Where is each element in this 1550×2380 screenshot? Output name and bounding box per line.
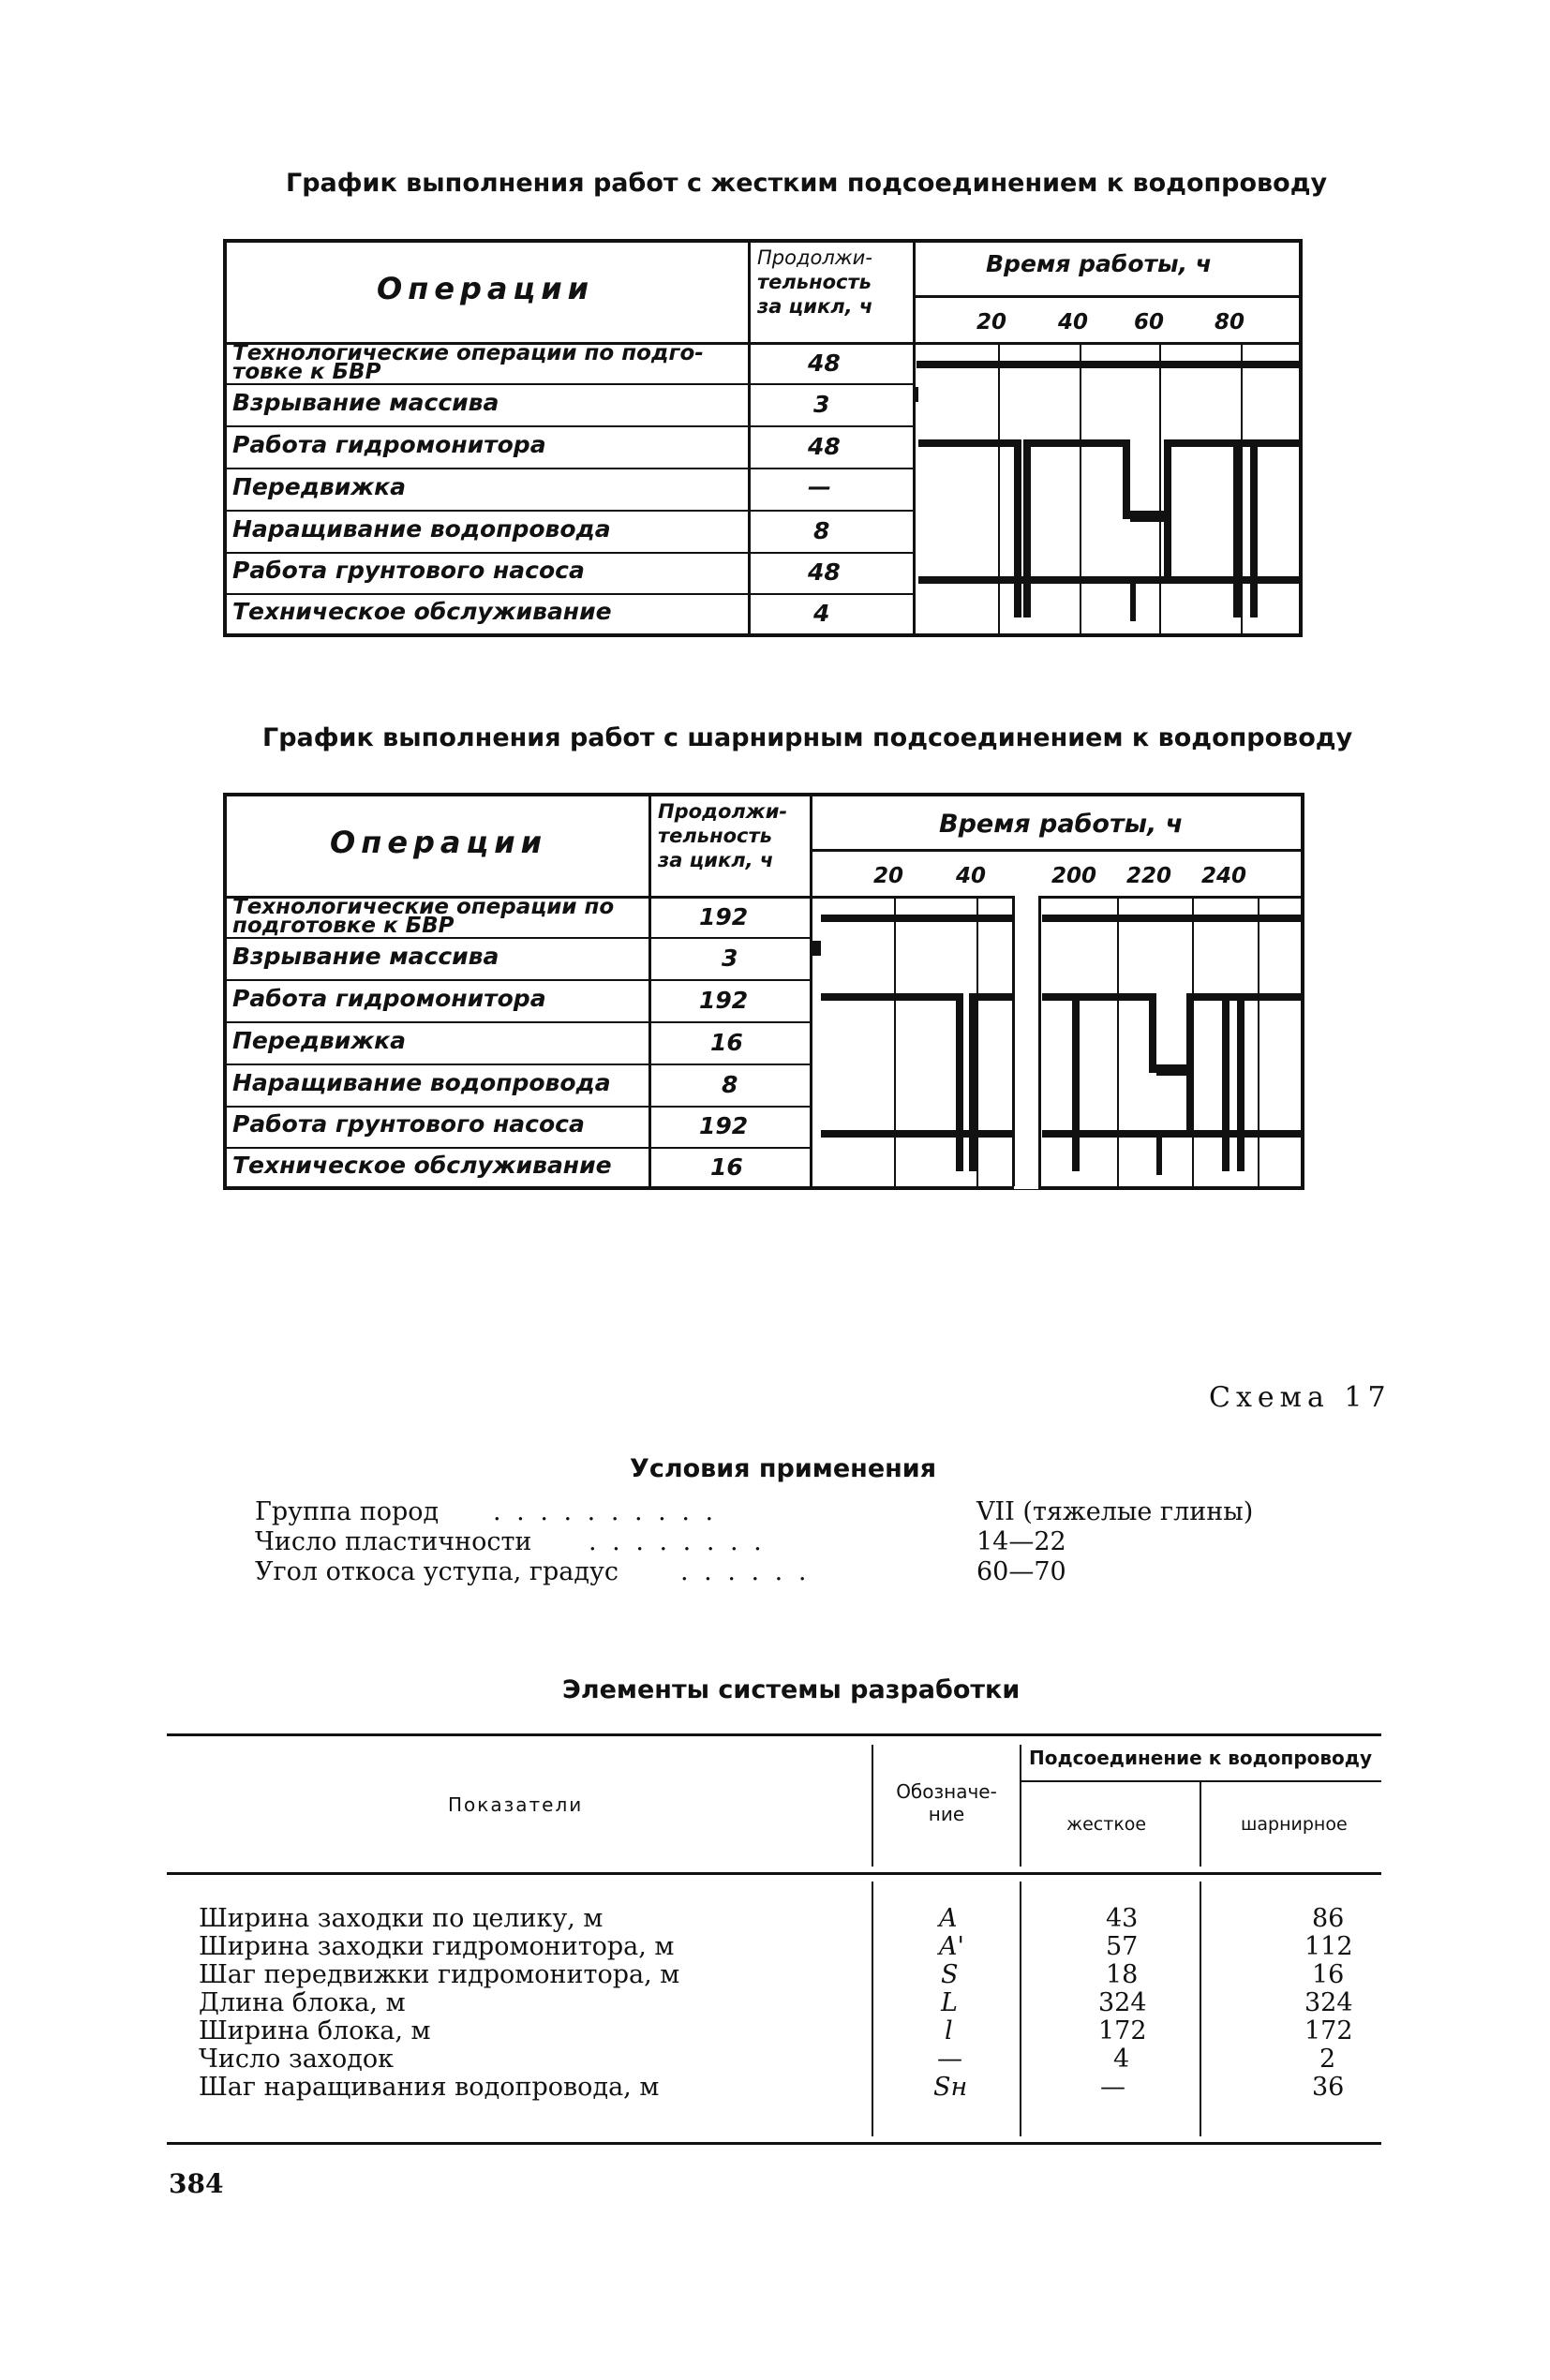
- chart1-tick-20: 20: [976, 310, 1007, 335]
- chart2-col-time: Время работы, ч: [939, 810, 1184, 839]
- chart1-row-dur: 8: [813, 517, 830, 544]
- gantt-bar: [1186, 993, 1194, 1138]
- chart2-col-duration-1: Продолжи-: [658, 800, 788, 823]
- gantt-bar: [1194, 1130, 1301, 1138]
- table-row: [199, 2016, 1379, 2046]
- row-symbol: A': [939, 1932, 964, 1961]
- gantt-bar: [1222, 993, 1230, 1171]
- chart2-row-op: Наращивание водопровода: [232, 1069, 611, 1096]
- row-symbol: —: [937, 2045, 962, 2074]
- page-number: 384: [169, 2168, 224, 2199]
- elements-table: [167, 1733, 1381, 2146]
- gantt-bar: [821, 1130, 1012, 1138]
- chart1-col-time: Время работы, ч: [986, 250, 1212, 277]
- row-name: Шаг передвижки гидромонитора, м: [199, 1960, 680, 1989]
- gantt-bar: [1156, 1130, 1162, 1175]
- gantt-bar: [956, 993, 963, 1171]
- chart2-tick-220: 220: [1126, 864, 1172, 888]
- row-rigid: 43: [1106, 1904, 1139, 1933]
- gantt-bar: [1149, 993, 1156, 1073]
- chart2-row-dur: 16: [710, 1029, 743, 1056]
- chart1-col-duration-2: тельность: [757, 271, 872, 293]
- condition-row: [255, 1557, 1286, 1591]
- chart2-row-dur: 3: [722, 945, 738, 972]
- chart2-col-duration-2: тельность: [658, 825, 772, 847]
- chart1-row-op: Передвижка: [232, 473, 406, 500]
- chart1-row-op: Техническое обслуживание: [232, 598, 612, 625]
- chart2-tick-200: 200: [1051, 864, 1097, 888]
- condition-row: [255, 1497, 1286, 1531]
- condition-label: Число пластичности: [255, 1527, 532, 1556]
- chart1-col-duration-3: за цикл, ч: [757, 295, 873, 318]
- chart1-col-operations: Операции: [377, 271, 595, 306]
- gantt-bar: [1233, 439, 1241, 617]
- row-rigid: 4: [1113, 2045, 1130, 2074]
- chart2-title: График выполнения работ с шарнирным подсоединением к водопроводу: [262, 723, 1353, 752]
- chart1-tick-80: 80: [1215, 310, 1245, 335]
- chart1-row-op: Работа грунтового насоса: [232, 557, 585, 584]
- table-row: [199, 2045, 1379, 2075]
- chart1-row-dur: 4: [813, 600, 830, 627]
- row-hinged: 112: [1304, 1932, 1353, 1961]
- chart2-table: [223, 793, 1304, 1190]
- gantt-bar: [913, 387, 918, 402]
- table-row: [199, 2073, 1379, 2103]
- gantt-bar: [1042, 915, 1301, 922]
- chart1-row-dur: —: [808, 473, 831, 500]
- chart2-row-op: Передвижка: [232, 1027, 406, 1054]
- gantt-bar: [1130, 576, 1136, 621]
- table-row: [199, 1988, 1379, 2018]
- chart1-row-dur: 48: [808, 433, 841, 460]
- row-hinged: 16: [1312, 1960, 1345, 1989]
- gantt-bar: [1014, 439, 1021, 617]
- chart2-col-duration-3: за цикл, ч: [658, 849, 774, 871]
- gantt-bar: [1029, 439, 1128, 447]
- condition-label: Группа пород: [255, 1497, 440, 1526]
- row-hinged: 36: [1312, 2073, 1345, 2102]
- condition-dots: . . . . . .: [680, 1557, 811, 1586]
- row-rigid: —: [1100, 2073, 1125, 2102]
- chart1-col-duration-1: Продолжи-: [757, 246, 872, 269]
- chart1-tick-60: 60: [1134, 310, 1165, 335]
- chart1-row-op: Технологические операции по подго- товке к БВР: [232, 344, 704, 383]
- row-hinged: 2: [1319, 2045, 1336, 2074]
- gantt-bar: [1164, 439, 1171, 584]
- row-rigid: 324: [1098, 1988, 1147, 2017]
- conditions-title: Условия применения: [630, 1454, 937, 1483]
- chart2-row-dur: 192: [699, 987, 749, 1014]
- elements-head-indicators: Показатели: [448, 1793, 584, 1816]
- gantt-bar: [821, 993, 961, 1001]
- chart2-row-op: Работа гидромонитора: [232, 985, 546, 1012]
- gantt-bar: [918, 439, 1021, 447]
- gantt-bar: [810, 941, 821, 956]
- chart1-row-dur: 3: [813, 391, 830, 418]
- row-hinged: 172: [1304, 2016, 1353, 2045]
- chart2-tick-20: 20: [873, 864, 904, 888]
- row-name: Шаг наращивания водопровода, м: [199, 2073, 660, 2102]
- gantt-bar: [1123, 439, 1130, 519]
- row-rigid: 172: [1098, 2016, 1147, 2045]
- elements-head-symbol: Обозначе- ние: [896, 1780, 997, 1825]
- condition-value: 14—22: [976, 1527, 1066, 1556]
- chart2-row-op: Работа грунтового насоса: [232, 1110, 585, 1138]
- chart1-title: График выполнения работ с жестким подсоединением к водопроводу: [286, 169, 1328, 198]
- chart1-tick-40: 40: [1058, 310, 1089, 335]
- row-name: Ширина заходки по целику, м: [199, 1904, 604, 1933]
- gantt-bar: [821, 915, 1012, 922]
- condition-dots: . . . . . . . .: [589, 1527, 766, 1556]
- table-row: [199, 1904, 1379, 1934]
- gantt-bar: [1023, 439, 1031, 617]
- gantt-bar: [975, 993, 1012, 1001]
- chart2-row-op: Технологические операции по подготовке к БВР: [232, 898, 615, 937]
- chart2-gantt-bars: [810, 896, 1301, 1186]
- gantt-bar: [1237, 993, 1244, 1171]
- chart1-row-dur: 48: [808, 558, 841, 586]
- chart2-row-dur: 192: [699, 1112, 749, 1139]
- elements-head-connection: Подсоединение к водопроводу: [1029, 1747, 1372, 1769]
- chart1-table: [223, 239, 1303, 637]
- row-name: Число заходок: [199, 2045, 395, 2074]
- table-row: [199, 1960, 1379, 1990]
- row-symbol: A: [939, 1904, 958, 1933]
- chart2-tick-40: 40: [956, 864, 987, 888]
- gantt-bar: [917, 361, 1299, 368]
- elements-title: Элементы системы разработки: [562, 1675, 1021, 1704]
- gantt-bar: [1080, 993, 1155, 1001]
- gantt-bar: [1072, 993, 1080, 1171]
- gantt-bar: [1194, 993, 1301, 1001]
- gantt-bar: [1042, 1130, 1192, 1138]
- chart2-row-op: Техническое обслуживание: [232, 1152, 612, 1179]
- row-name: Длина блока, м: [199, 1988, 406, 2017]
- row-symbol: Sн: [933, 2073, 968, 2102]
- row-symbol: l: [945, 2016, 953, 2045]
- chart1-row-op: Работа гидромонитора: [232, 431, 546, 458]
- gantt-bar: [1130, 511, 1168, 522]
- condition-value: VII (тяжелые глины): [976, 1497, 1254, 1526]
- row-hinged: 86: [1312, 1904, 1345, 1933]
- row-symbol: L: [941, 1988, 958, 2017]
- row-rigid: 18: [1106, 1960, 1139, 1989]
- row-name: Ширина блока, м: [199, 2016, 431, 2045]
- chart1-row-dur: 48: [808, 350, 841, 377]
- chart2-col-operations: Операции: [330, 825, 548, 860]
- chart2-row-op: Взрывание массива: [232, 943, 499, 970]
- condition-row: [255, 1527, 1286, 1561]
- chart2-row-dur: 16: [710, 1153, 743, 1181]
- row-rigid: 57: [1106, 1932, 1139, 1961]
- gantt-bar: [1250, 439, 1258, 617]
- condition-label: Угол откоса уступа, градус: [255, 1557, 619, 1586]
- gantt-bar: [969, 993, 976, 1171]
- chart2-tick-240: 240: [1201, 864, 1247, 888]
- condition-dots: . . . . . . . . . .: [493, 1497, 718, 1526]
- chart1-row-op: Наращивание водопровода: [232, 515, 611, 543]
- chart2-row-dur: 192: [699, 903, 749, 930]
- chart1-gantt-bars: [913, 342, 1299, 633]
- row-hinged: 324: [1304, 1988, 1353, 2017]
- row-name: Ширина заходки гидромонитора, м: [199, 1932, 675, 1961]
- elements-head-rigid: жесткое: [1066, 1814, 1147, 1835]
- row-symbol: S: [941, 1960, 959, 1989]
- table-row: [199, 1932, 1379, 1962]
- scheme-label: Схема 17: [1209, 1381, 1392, 1414]
- chart1-row-op: Взрывание массива: [232, 389, 499, 416]
- condition-value: 60—70: [976, 1557, 1066, 1586]
- chart2-row-dur: 8: [722, 1071, 738, 1098]
- elements-head-hinged: шарнирное: [1241, 1814, 1348, 1835]
